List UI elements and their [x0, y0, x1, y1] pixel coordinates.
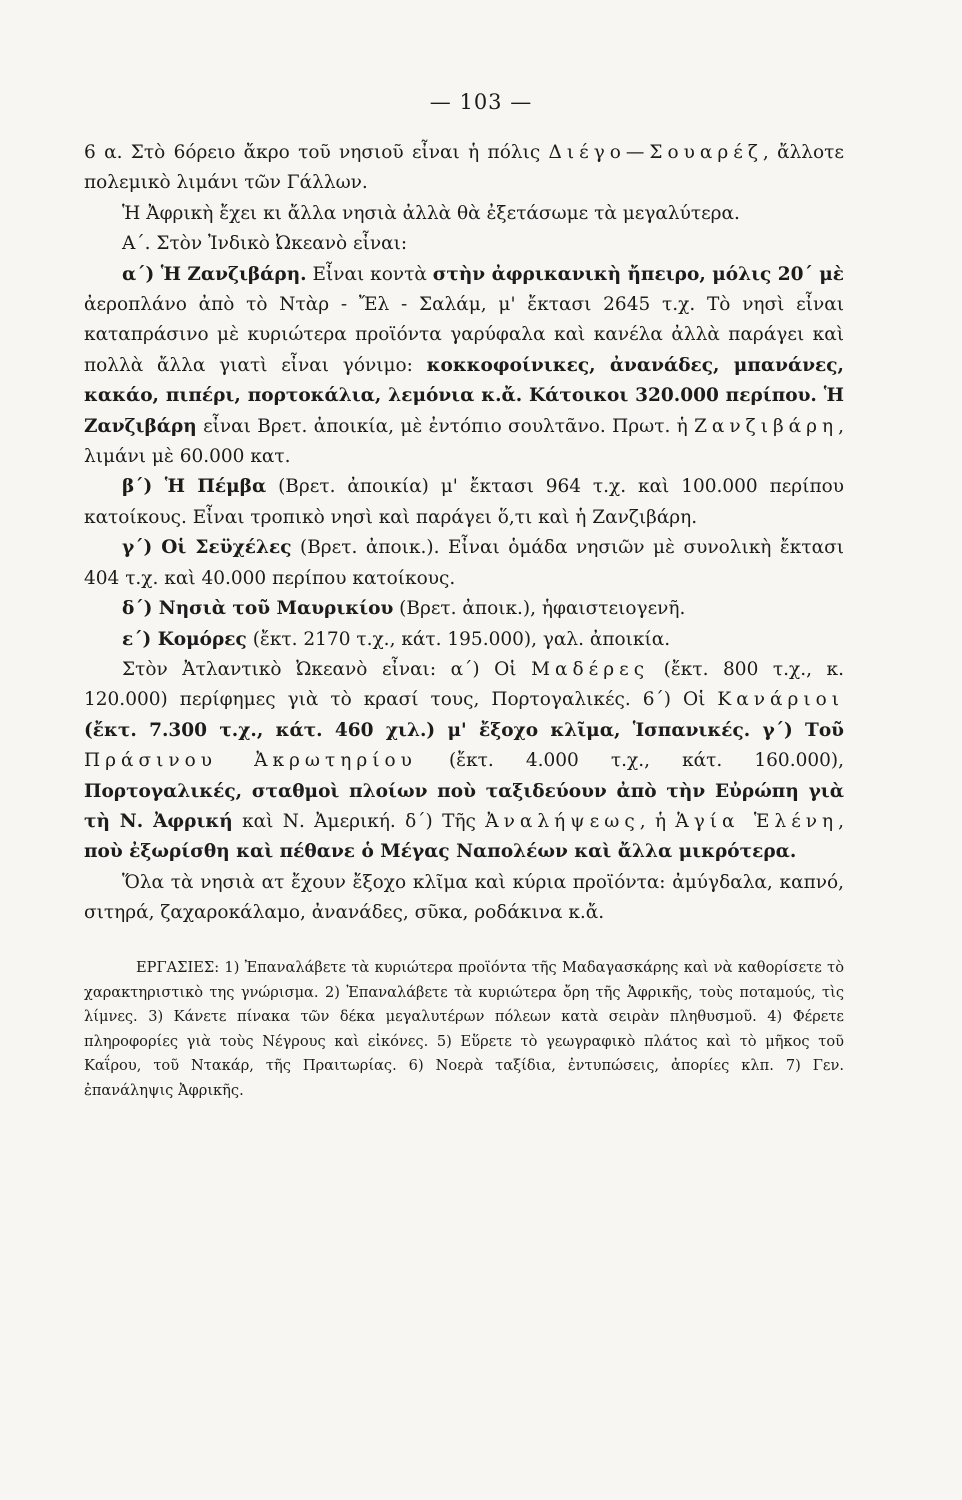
- item-mauritius: δ΄) Νησιὰ τοῦ Μαυρικίου (Βρετ. ἀποικ.), ἡφαιστειογενῆ.: [122, 598, 686, 620]
- item-pemba: β΄) Ἡ Πέμβα (Βρετ. ἀποικία) μ' ἔκτασι 964 τ.χ. καὶ 100.000 περίπου κατοίκους. Εἶναι τροπικὸ νησὶ καὶ παράγει ὅ,τι καὶ ἡ Ζανζιβάρη.: [84, 476, 844, 528]
- heading-mauritius: δ΄) Νησιὰ τοῦ Μαυρικίου: [122, 598, 394, 620]
- heading-seychelles: γ΄) Οἱ Σεϋχέλες: [122, 537, 292, 559]
- paragraph-products: Ὅλα τὰ νησιὰ ατ ἔχουν ἔξοχο κλῖμα καὶ κύρια προϊόντα: ἀμύγδαλα, καπνό, σιτηρά, ζαχαροκάλαμο, ἀνανάδες, σῦκα, ροδάκινα κ.ἄ.: [84, 871, 844, 924]
- heading-pemba: β΄) Ἡ Πέμβα: [122, 476, 267, 498]
- section-indian-ocean: Α΄. Στὸν Ἰνδικὸ Ὠκεανὸ εἶναι:: [122, 233, 408, 255]
- heading-comoros: ε΄) Κομόρες: [122, 628, 247, 650]
- paragraph-intro: Ἡ Ἀφρικὴ ἔχει κι ἄλλα νησιὰ ἀλλὰ θὰ ἐξετάσωμε τὰ μεγαλύτερα.: [122, 202, 740, 224]
- exercises-label: ΕΡΓΑΣΙΕΣ:: [136, 959, 220, 976]
- section-atlantic-ocean: Στὸν Ἀτλαντικὸ Ὠκεανὸ εἶναι: α΄) Οἱ Μαδέρες (ἔκτ. 800 τ.χ., κ. 120.000) περίφημες γιὰ τὸ κρασί τους, Πορτογαλικές. 6΄) Οἱ Κανάριοι (ἔκτ. 7.300 τ.χ., κάτ. 460 χιλ.) μ' ἔξοχο κλῖμα, Ἱσπανικές. γ΄) Τοῦ Πράσινου Ἀκρωτηρίου (ἔκτ. 4.000 τ.χ., κάτ. 160.000), Πορτογαλικές, σταθμοὶ πλοίων ποὺ ταξιδεύουν ἀπὸ τὴν Εὐρώπη γιὰ τὴ Ν. Ἀφρική καὶ Ν. Ἀμερική. δ΄) Τῆς Ἀναλήψεως, ἡ Ἁγία Ἑλένη, ποὺ ἐξωρίσθη καὶ πέθανε ὁ Μέγας Ναπολέων καὶ ἄλλα μικρότερα.: [84, 658, 845, 863]
- main-text: [84, 138, 844, 929]
- paragraph-diego-suarez: 6 α. Στὸ 6όρειο ἄκρο τοῦ νησιοῦ εἶναι ἡ πόλις Διέγο—Σουαρέζ, ἄλλοτε πολεμικὸ λιμάνι τῶν Γάλλων.: [84, 142, 844, 194]
- exercises-block: [84, 956, 844, 1104]
- heading-zanzibar: α΄) Ἡ Ζανζιβάρη.: [122, 263, 307, 285]
- item-zanzibar: α΄) Ἡ Ζανζιβάρη. Εἶναι κοντὰ στὴν ἀφρικανικὴ ἤπειρο, μόλις 20΄ μὲ ἀεροπλάνο ἀπὸ τὸ Ντὰρ - Ἔλ - Σαλάμ, μ' ἔκτασι 2645 τ.χ. Τὸ νησὶ εἶναι καταπράσινο μὲ κυριώτερα προϊόντα γαρύφαλα καὶ κανέλα ἀλλὰ παράγει καὶ πολλὰ ἄλλα γιατὶ εἶναι γόνιμο: κοκκοφοίνικες, ἀνανάδες, μπανάνες, κακάο, πιπέρι, πορτοκάλια, λεμόνια κ.ἄ. Κάτοικοι 320.000 περίπου. Ἡ Ζανζιβάρη εἶναι Βρετ. ἀποικία, μὲ ἐντόπιο σουλτᾶνο. Πρωτ. ἡ Ζανζιβάρη, λιμάνι μὲ 60.000 κατ.: [84, 263, 844, 468]
- exercises-text: 1) Ἐπαναλάβετε τὰ κυριώτερα προϊόντα τῆς Μαδαγασκάρης καὶ νὰ καθορίσετε τὸ χαρακτηριστικὸ της γνώρισμα. 2) Ἐπαναλάβετε τὰ κυριώτερα ὄρη τῆς Ἀφρικῆς, τοὺς ποταμούς, τὶς λίμνες. 3) Κάνετε πίνακα τῶν δέκα μεγαλυτέρων πόλεων κατὰ σειρὰν πληθυσμοῦ. 4) Φέρετε πληροφορίες γιὰ τοὺς Νέγρους καὶ εἰκόνες. 5) Εὕρετε τὸ γεωγραφικὸ πλάτος καὶ τὸ μῆκος τοῦ Καΐρου, τοῦ Ντακάρ, τῆς Πραιτωρίας. 6) Νοερὰ ταξίδια, ἐντυπώσεις, ἀπορίες κλπ. 7) Γεν. ἐπανάληψις Ἀφρικῆς.: [84, 959, 844, 1099]
- page-number: — 103 —: [429, 90, 533, 114]
- place-diego-suarez: Διέγο—Σουαρέζ: [548, 142, 763, 163]
- item-seychelles: γ΄) Οἱ Σεϋχέλες (Βρετ. ἀποικ.). Εἶναι ὁμάδα νησιῶν μὲ συνολικὴ ἔκτασι 404 τ.χ. καὶ 40.000 περίπου κατοίκους.: [84, 537, 844, 589]
- item-comoros: ε΄) Κομόρες (ἔκτ. 2170 τ.χ., κάτ. 195.000), γαλ. ἀποικία.: [122, 628, 671, 650]
